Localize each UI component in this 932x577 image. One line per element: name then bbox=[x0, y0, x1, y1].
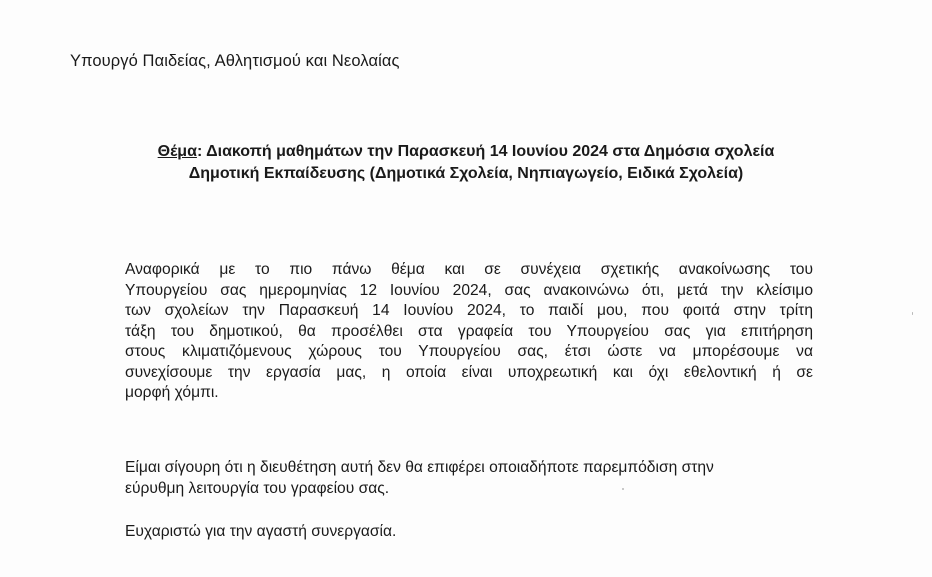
paragraph-2-line: εύρυθμη λειτουργία του γραφείου σας. bbox=[125, 479, 390, 497]
scan-speck bbox=[622, 488, 624, 490]
paragraph-1-line: συνεχίσουμε την εργασία μας, η οποία είναι υποχρεωτική και όχι εθελοντική ή σε bbox=[125, 363, 813, 381]
paragraph-2 bbox=[125, 458, 813, 499]
paragraph-1-line: των σχολείων την Παρασκευή 14 Ιουνίου 2024, το παιδί μου, που φοιτά στην τρίτη bbox=[125, 302, 813, 319]
paragraph-2-line: Είμαι σίγουρη ότι η διευθέτηση αυτή δεν θα επιφέρει οποιαδήποτε παρεμπόδιση στην bbox=[125, 459, 714, 476]
addressee-line: Υπουργό Παιδείας, Αθλητισμού και Νεολαίας bbox=[70, 52, 400, 70]
closing-line: Ευχαριστώ για την αγαστή συνεργασία. bbox=[125, 523, 397, 540]
paragraph-1-line: τάξη του δημοτικού, θα προσέλθει στα γραφεία του Υπουργείου σας για επιτήρηση bbox=[125, 322, 813, 340]
paragraph-1-line: Υπουργείου σας ημερομηνίας 12 Ιουνίου 2024, σας ανακοινώνω ότι, μετά την κλείσιμο bbox=[125, 281, 813, 299]
subject-label: Θέμα bbox=[157, 143, 197, 160]
paragraph-1 bbox=[125, 260, 813, 404]
subject-line-1 bbox=[70, 141, 862, 163]
scan-speck bbox=[912, 312, 913, 315]
subject-line-2: Δημοτική Εκπαίδευσης (Δημοτικά Σχολεία, Νηπιαγωγείο, Ειδικά Σχολεία) bbox=[188, 165, 744, 182]
paragraph-1-line: Αναφορικά με το πιο πάνω θέμα και σε συνέχεια σχετικής ανακοίνωσης του bbox=[125, 261, 813, 278]
paragraph-1-line: μορφή χόμπι. bbox=[125, 384, 219, 401]
subject-line-1-text: : Διακοπή μαθημάτων την Παρασκευή 14 Ιουνίου 2024 στα Δημόσια σχολεία bbox=[196, 143, 775, 160]
paragraph-1-line: στους κλιματιζόμενους χώρους του Υπουργείου σας, έτσι ώστε να μπορέσουμε να bbox=[125, 343, 813, 360]
subject-heading bbox=[70, 141, 862, 185]
